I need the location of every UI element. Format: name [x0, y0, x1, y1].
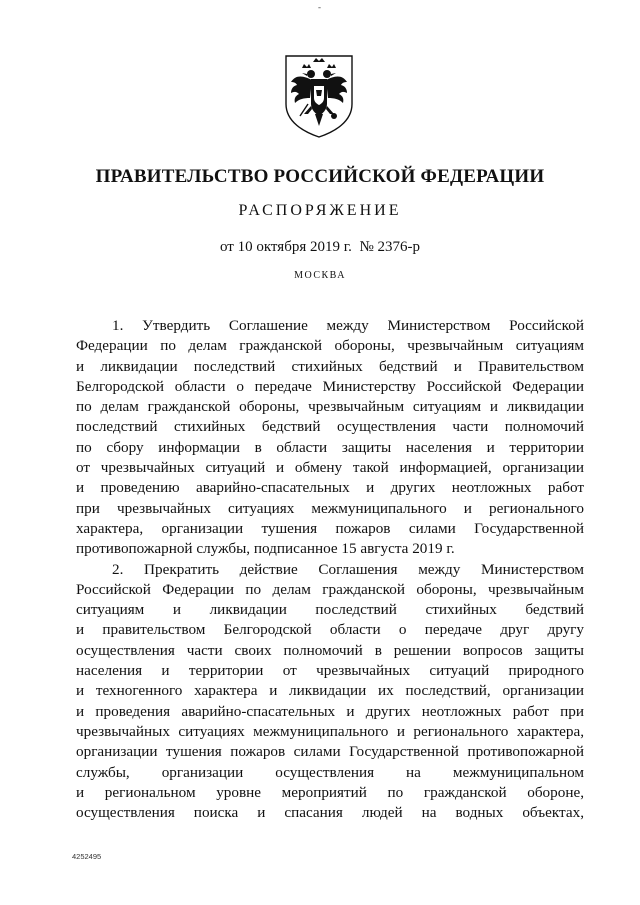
paragraph-2-line-3: ситуациям и ликвидации последствий стихийных бедствий — [76, 601, 584, 619]
paragraph-2-line-6: населения и территории от чрезвычайных ситуаций природного — [76, 662, 584, 680]
document-date-line — [0, 239, 640, 256]
paragraph-2-line-4: и правительством Белгородской области о передаче друг другу — [76, 621, 584, 639]
paragraph-1-line-8: от чрезвычайных ситуаций и обмену такой информацией, организации — [76, 459, 584, 477]
document-body — [76, 316, 584, 823]
top-mark: - — [318, 2, 321, 12]
document-city: МОСКВА — [294, 270, 346, 281]
paragraph-2-line-1: 2. Прекратить действие Соглашения между Министерством — [112, 560, 584, 578]
paragraph-2-line-9: чрезвычайных ситуациях межмуниципального и регионального характера, — [76, 722, 584, 740]
paragraph-2-line-12: и региональном уровне мероприятий по гражданской обороне, — [76, 783, 584, 801]
paragraph-2-line-10: организации тушения пожаров силами Государственной противопожарной — [76, 743, 584, 761]
paragraph-1-line-10: при чрезвычайных ситуациях межмуниципального и регионального — [76, 499, 584, 517]
paragraph-1-line-5: по делам гражданской обороны, чрезвычайным ситуациям и ликвидации — [76, 398, 584, 416]
paragraph-1-line-7: по сбору информации в области защиты населения и территории — [76, 438, 584, 456]
paragraph-1-line-2: Федерации по делам гражданской обороны, чрезвычайным ситуациям — [76, 337, 584, 355]
paragraph-2-line-5: осуществления части своих полномочий в решении вопросов защиты — [76, 641, 584, 659]
document-date: от 10 октября 2019 г. — [219, 239, 352, 255]
paragraph-2-line-8: и проведения аварийно-спасательных и других неотложных работ при — [76, 702, 584, 720]
paragraph-1-line-4: Белгородской области о передаче Министерству Российской Федерации — [76, 377, 584, 395]
russian-coat-of-arms-icon — [282, 52, 356, 138]
paragraph-2-line-2: Российской Федерации по делам гражданской обороны, чрезвычайным — [76, 580, 584, 598]
paragraph-1-line-12: противопожарной службы, подписанное 15 августа 2019 г. — [76, 540, 455, 558]
document-number: № 2376-р — [359, 239, 420, 255]
paragraph-2-line-7: и техногенного характера и ликвидации их последствий, организации — [76, 682, 584, 700]
government-title: ПРАВИТЕЛЬСТВО РОССИЙСКОЙ ФЕДЕРАЦИИ — [95, 166, 545, 187]
paragraph-1-line-11: характера, организации тушения пожаров силами Государственной — [76, 519, 584, 537]
paragraph-1-line-9: и проведению аварийно-спасательных и других неотложных работ — [76, 479, 584, 497]
paragraph-2-line-13: осуществления поиска и спасания людей на водных объектах, — [76, 804, 584, 822]
paragraph-2-line-11: службы, организации осуществления на межмуниципальном — [76, 763, 584, 781]
document-code: 4252495 — [72, 852, 102, 861]
paragraph-1-line-3: и ликвидации последствий стихийных бедствий и Правительством — [76, 357, 584, 375]
document-type: РАСПОРЯЖЕНИЕ — [238, 202, 402, 219]
paragraph-1-line-6: последствий стихийных бедствий осуществления части полномочий — [76, 418, 584, 436]
paragraph-1-line-1: 1. Утвердить Соглашение между Министерством Российской — [112, 317, 584, 334]
